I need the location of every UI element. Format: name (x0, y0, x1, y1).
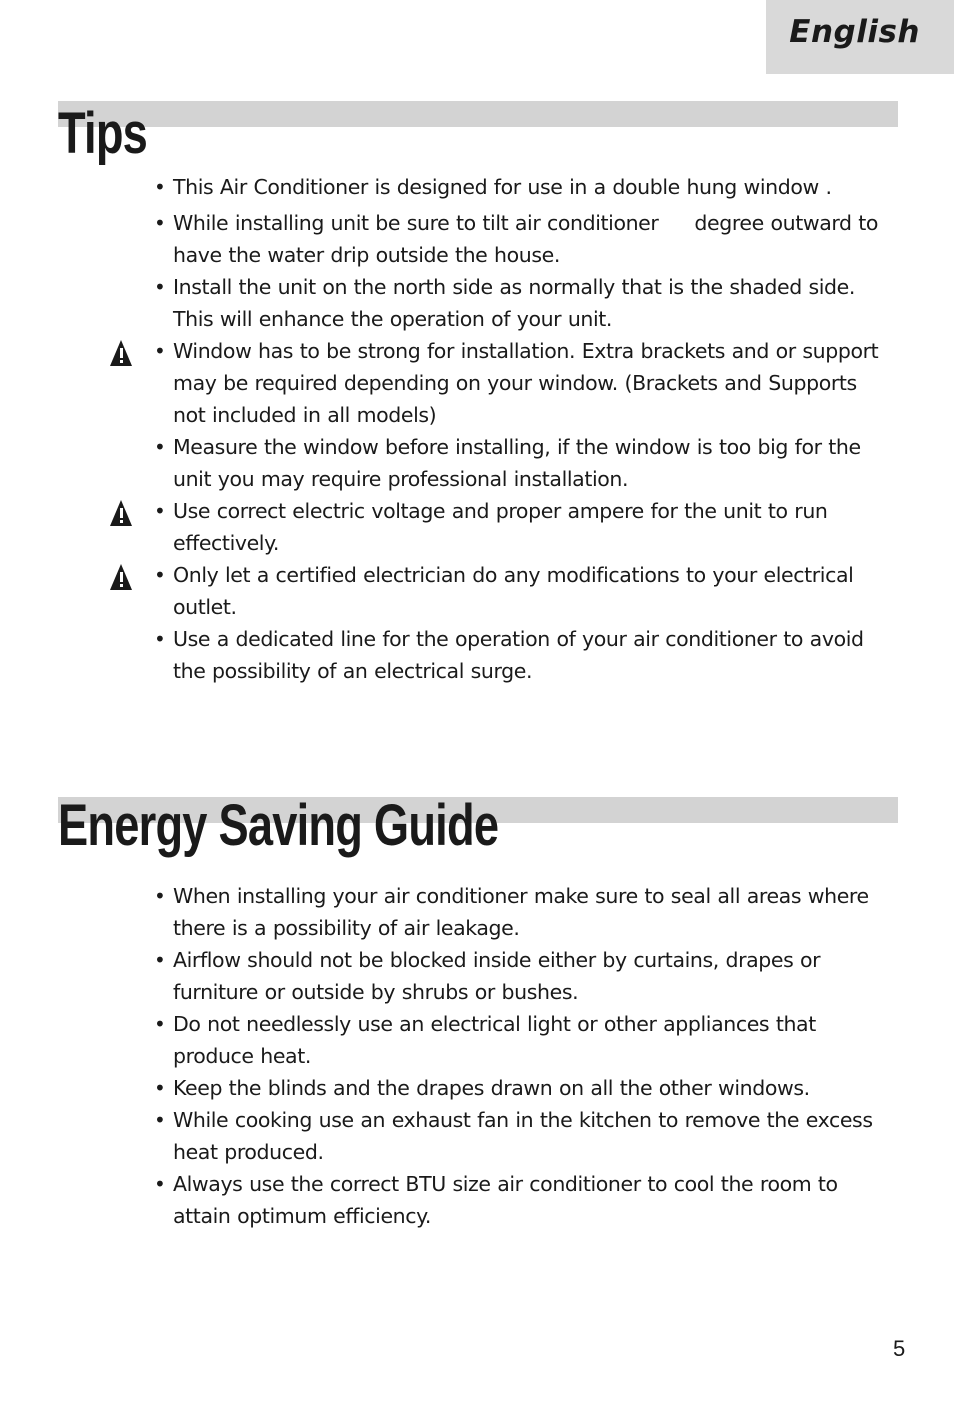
energy-item-2 (154, 944, 894, 1008)
bullet: • (154, 884, 166, 908)
bullet: • (154, 563, 166, 587)
tips-list (154, 171, 894, 687)
tips-item-1 (154, 171, 894, 203)
bullet: • (154, 1172, 166, 1196)
tips-item-text: Only let a certified electrician do any modifications to your electrical outlet. (173, 563, 854, 619)
tips-item-6 (154, 495, 894, 559)
tips-item-text: This Air Conditioner is designed for use in a double hung window . (173, 175, 832, 199)
tips-item-4 (154, 335, 894, 431)
bullet: • (154, 1076, 166, 1100)
warning-triangle-icon (110, 500, 132, 526)
tips-item-text-before-gap: While installing unit be sure to tilt air conditioner (173, 211, 659, 235)
page-number: 5 (893, 1336, 906, 1361)
tips-heading-bar (58, 101, 898, 127)
tips-item-text: Install the unit on the north side as normally that is the shaded side. This will enhance the operation of your unit. (173, 275, 855, 331)
bullet: • (154, 339, 166, 363)
bullet: • (154, 948, 166, 972)
language-label: English (789, 14, 920, 50)
energy-item-3 (154, 1008, 894, 1072)
tips-item-text-after-gap: degree outward to have the water drip outside the house. (173, 211, 879, 267)
tips-item-3 (154, 271, 894, 335)
tips-item-text: Use correct electric voltage and proper ampere for the unit to run effectively. (173, 499, 828, 555)
energy-item-text: When installing your air conditioner make sure to seal all areas where there is a possibility of air leakage. (173, 884, 869, 940)
energy-item-1 (154, 880, 894, 944)
bullet: • (154, 275, 166, 299)
energy-item-6 (154, 1168, 894, 1232)
tips-item-text: Use a dedicated line for the operation of your air conditioner to avoid the possibility of an electrical surge. (173, 627, 864, 683)
bullet: • (154, 175, 166, 199)
bullet: • (154, 1012, 166, 1036)
energy-item-text: Airflow should not be blocked inside either by curtains, drapes or furniture or outside by shrubs or bushes. (173, 948, 821, 1004)
bullet: • (154, 435, 166, 459)
language-tab (766, 0, 954, 74)
energy-list (154, 880, 894, 1232)
tips-item-text: Measure the window before installing, if the window is too big for the unit you may require professional installation. (173, 435, 861, 491)
energy-title: Energy Saving Guide (58, 793, 499, 858)
energy-item-text: Keep the blinds and the drapes drawn on all the other windows. (173, 1076, 810, 1100)
energy-item-text: While cooking use an exhaust fan in the kitchen to remove the excess heat produced. (173, 1108, 873, 1164)
warning-triangle-icon (110, 564, 132, 590)
bullet: • (154, 499, 166, 523)
tips-item-2 (154, 207, 894, 271)
tips-item-5 (154, 431, 894, 495)
energy-item-text: Do not needlessly use an electrical light or other appliances that produce heat. (173, 1012, 816, 1068)
bullet: • (154, 211, 166, 235)
energy-item-text: Always use the correct BTU size air conditioner to cool the room to attain optimum efficiency. (173, 1172, 838, 1228)
warning-triangle-icon (110, 340, 132, 366)
bullet: • (154, 627, 166, 651)
energy-item-4 (154, 1072, 894, 1104)
tips-item-7 (154, 559, 894, 623)
energy-item-5 (154, 1104, 894, 1168)
tips-item-8 (154, 623, 894, 687)
tips-title: Tips (58, 101, 148, 166)
tips-item-text: Window has to be strong for installation. Extra brackets and or support may be required depending on your window. (Brackets and Supports not included in all models) (173, 339, 879, 427)
bullet: • (154, 1108, 166, 1132)
